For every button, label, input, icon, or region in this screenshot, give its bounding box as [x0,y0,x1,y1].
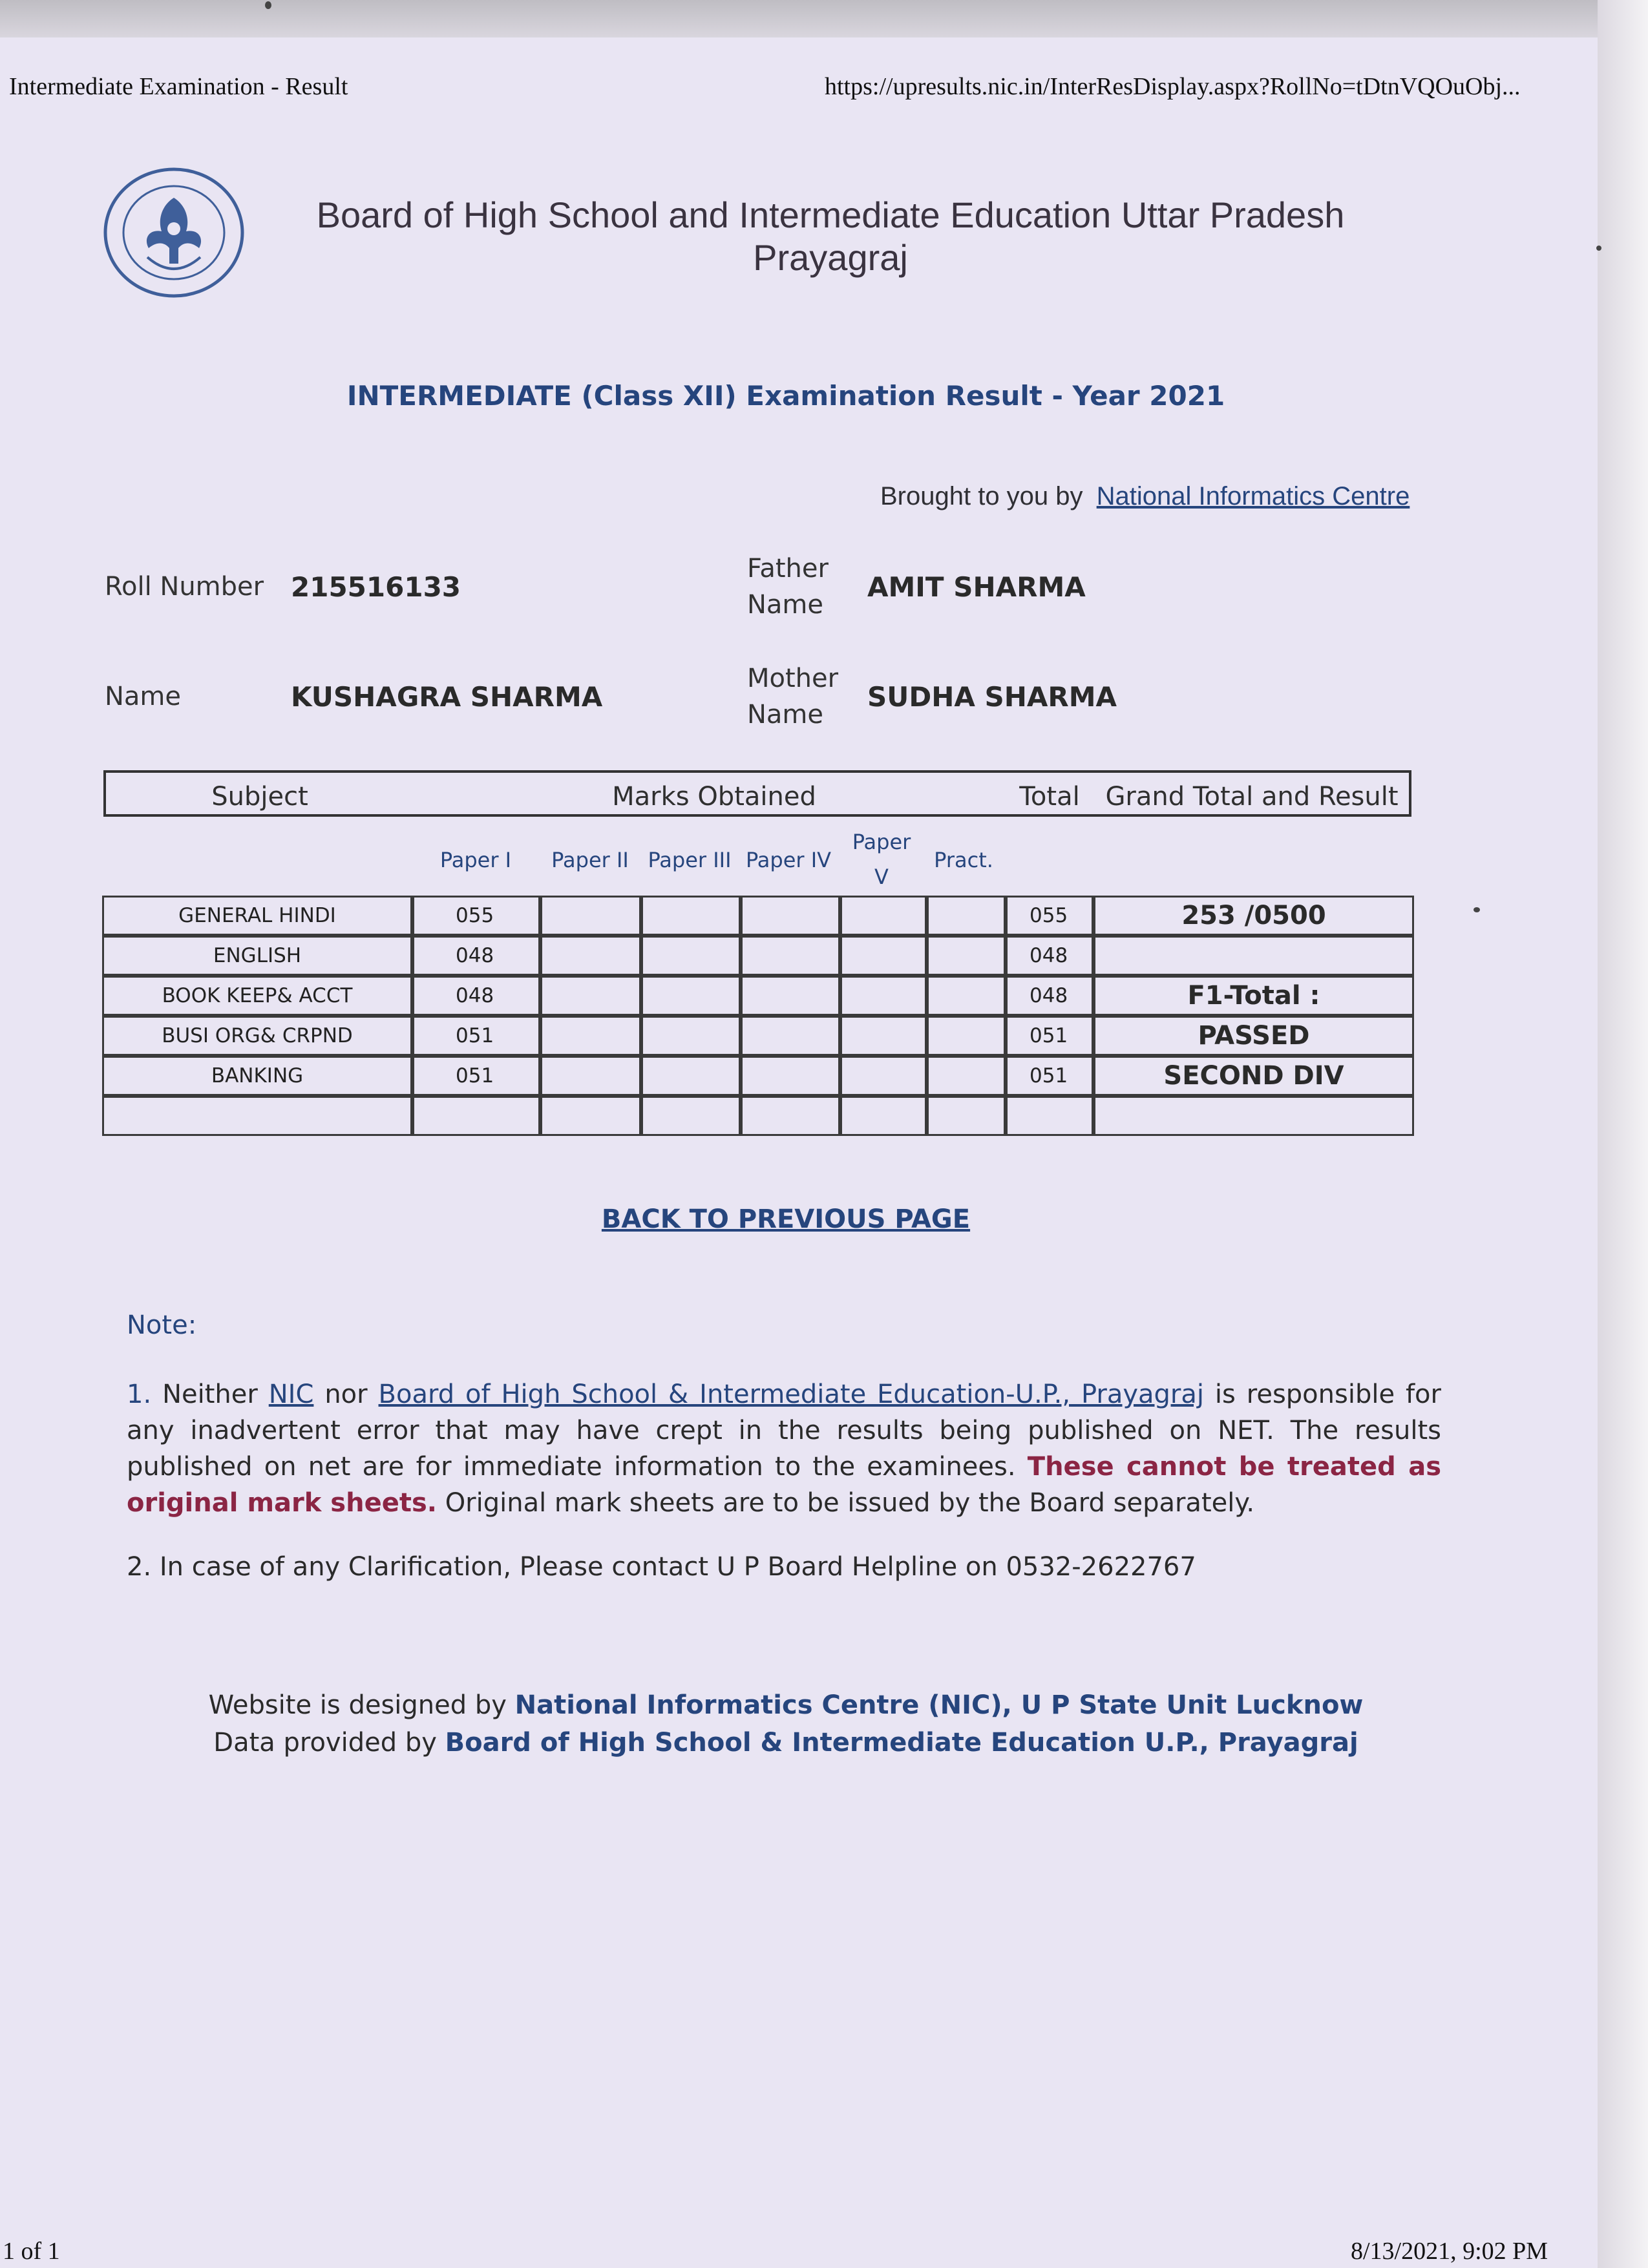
subheader-paper2: Paper II [551,848,629,872]
header-subject: Subject [211,782,308,812]
paper3-cell [641,1096,741,1136]
note1-warning: These cannot be treated as original mark sheets. [127,1452,1442,1518]
total-cell: 055 [1006,896,1093,936]
subheader-pract: Pract. [934,848,993,872]
paper5-cell [840,1016,927,1056]
roll-number-value: 215516133 [291,571,461,603]
paper4-cell [741,1056,840,1096]
paper5-cell [840,896,927,936]
subject-cell [102,1096,412,1136]
mother-name-label [747,660,838,733]
note1-number: 1. [127,1380,152,1409]
paper1-cell: 048 [412,976,540,1016]
grand-total-cell [1093,936,1414,976]
paper3-cell [641,1016,741,1056]
paper4-cell [741,976,840,1016]
marks-table [102,896,1414,1136]
father-name-label [747,551,829,623]
father-name-value: AMIT SHARMA [867,571,1086,603]
paper4-cell [741,936,840,976]
subheader-paper4: Paper IV [745,848,832,872]
total-cell: 051 [1006,1056,1093,1096]
board-title [284,194,1377,279]
note-item-1 [127,1376,1441,1521]
credits-data-by: Data provided by [213,1728,437,1758]
mother-label-line2: Name [747,700,824,730]
subheader-paper1: Paper I [439,848,512,872]
subject-cell: BUSI ORG& CRPND [102,1016,412,1056]
pract-cell [927,1056,1006,1096]
printed-page [0,37,1598,2268]
paper4-cell [741,1096,840,1136]
credits-line-1 [0,1686,1572,1724]
grand-total-cell: PASSED [1093,1016,1414,1056]
scan-border-top [0,0,1648,37]
print-page-url: https://upresults.nic.in/InterResDisplay.aspx?RollNo=tDtnVQOuObj... [825,73,1521,100]
total-cell [1006,1096,1093,1136]
scan-speck [1474,907,1480,912]
table-row [102,936,1414,976]
pract-cell [927,896,1006,936]
print-datetime: 8/13/2021, 9:02 PM [1351,2238,1548,2265]
grand-total-cell: F1-Total : [1093,976,1414,1016]
table-row [102,1056,1414,1096]
note1-text-c: is responsible for any inadvertent error that may have crept in the results being published on NET. The results published on net are for immediate information to the examinees. [127,1380,1441,1482]
pract-cell [927,936,1006,976]
subheader-paper3: Paper III [648,848,732,872]
paper3-cell [641,936,741,976]
header-marks-obtained: Marks Obtained [612,782,816,812]
paper2-cell [540,1056,641,1096]
grand-total-cell [1093,1096,1414,1136]
scan-speck [265,1,271,9]
paper5-cell [840,976,927,1016]
marks-header-row [103,770,1411,817]
note-board-link[interactable]: Board of High School & Intermediate Education-U.P., Prayagraj [378,1380,1204,1409]
note1-text-a: Neither [162,1380,258,1409]
subject-cell: BOOK KEEP& ACCT [102,976,412,1016]
scan-border-right [1598,0,1648,2268]
nic-link[interactable]: National Informatics Centre [1096,482,1410,510]
roll-number-label: Roll Number [105,572,264,602]
paper1-cell: 048 [412,936,540,976]
paper1-cell: 055 [412,896,540,936]
credits-line-2 [0,1724,1572,1761]
brought-by [880,482,1410,511]
pract-cell [927,1096,1006,1136]
note1-text-b: nor [324,1380,368,1409]
paper3-cell [641,1056,741,1096]
table-row [102,976,1414,1016]
paper4-cell [741,1016,840,1056]
brought-by-prefix: Brought to you by [880,482,1083,510]
subject-cell: GENERAL HINDI [102,896,412,936]
name-label: Name [105,682,182,711]
print-page-count: 1 of 1 [3,2238,60,2265]
paper2-cell [540,1016,641,1056]
credits-designer-org: National Informatics Centre (NIC), U P State Unit Lucknow [514,1690,1364,1720]
scan-speck [1596,246,1601,251]
subject-cell: BANKING [102,1056,412,1096]
paper1-cell [412,1096,540,1136]
subject-cell: ENGLISH [102,936,412,976]
grand-total-cell: SECOND DIV [1093,1056,1414,1096]
mother-name-value: SUDHA SHARMA [867,681,1117,713]
board-title-line1: Board of High School and Intermediate Education Uttar Pradesh [316,194,1345,235]
paper5-cell [840,936,927,976]
note1-text-d: Original mark sheets are to be issued by the Board separately. [445,1488,1255,1518]
total-cell: 048 [1006,976,1093,1016]
board-title-line2: Prayagraj [753,237,908,278]
table-row [102,896,1414,936]
name-value: KUSHAGRA SHARMA [291,681,603,713]
note-nic-link[interactable]: NIC [268,1380,314,1409]
paper4-cell [741,896,840,936]
paper3-cell [641,976,741,1016]
exam-title: INTERMEDIATE (Class XII) Examination Result - Year 2021 [346,380,1225,412]
paper2-cell [540,1096,641,1136]
credits-designed-by: Website is designed by [208,1690,507,1720]
paper5-cell [840,1096,927,1136]
note-item-2: 2. In case of any Clarification, Please contact U P Board Helpline on 0532-2622767 [127,1552,1196,1582]
subheader-paper5 [838,824,925,894]
table-row-empty [102,1096,1414,1136]
paper2-cell [540,936,641,976]
pract-cell [927,1016,1006,1056]
subheader-paper5-line2: V [874,865,889,889]
grand-total-cell: 253 /0500 [1093,896,1414,936]
credits-data-org: Board of High School & Intermediate Education U.P., Prayagraj [445,1728,1358,1758]
note-heading: Note: [127,1310,197,1340]
total-cell: 048 [1006,936,1093,976]
header-total: Total [1019,782,1080,812]
table-row [102,1016,1414,1056]
paper3-cell [641,896,741,936]
father-label-line1: Father [747,554,829,583]
paper2-cell [540,976,641,1016]
father-label-line2: Name [747,590,824,620]
subheader-paper5-line1: Paper [852,830,911,854]
paper5-cell [840,1056,927,1096]
print-page-title: Intermediate Examination - Result [9,73,348,100]
total-cell: 051 [1006,1016,1093,1056]
paper1-cell: 051 [412,1056,540,1096]
header-grand-total: Grand Total and Result [1105,782,1399,812]
mother-label-line1: Mother [747,664,839,693]
paper1-cell: 051 [412,1016,540,1056]
up-board-emblem-logo [102,167,246,299]
paper2-cell [540,896,641,936]
pract-cell [927,976,1006,1016]
credits [0,1686,1572,1761]
back-to-previous-page-link[interactable]: BACK TO PREVIOUS PAGE [601,1204,971,1234]
